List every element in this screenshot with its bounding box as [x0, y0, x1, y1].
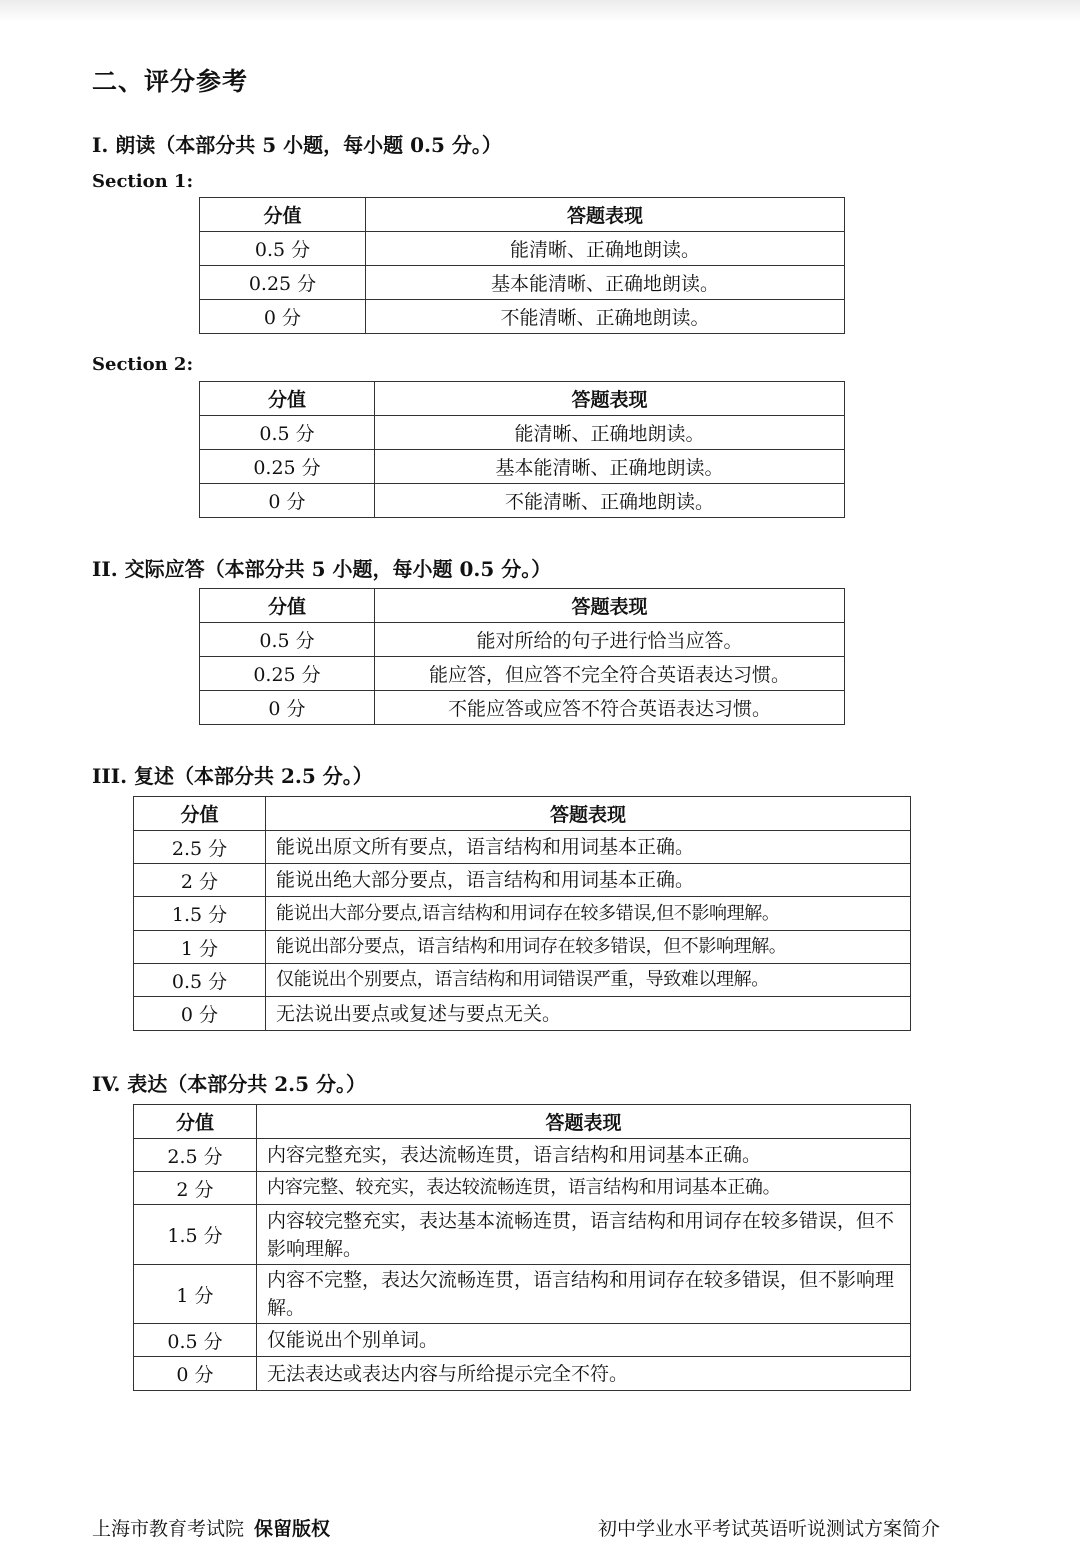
score-cell: 2 分	[134, 1172, 257, 1205]
desc-cell: 仅能说出个别要点，语言结构和用词错误严重，导致难以理解。	[266, 964, 911, 997]
desc-cell: 内容完整充实，表达流畅连贯，语言结构和用词基本正确。	[257, 1139, 911, 1172]
desc-header: 答题表现	[266, 797, 911, 831]
score-cell: 1.5 分	[134, 1205, 257, 1265]
desc-cell: 无法表达或表达内容与所给提示完全不符。	[257, 1357, 911, 1391]
desc-cell: 能应答，但应答不完全符合英语表达习惯。	[375, 657, 845, 691]
desc-cell: 基本能清晰、正确地朗读。	[366, 266, 845, 300]
desc-cell: 能说出原文所有要点，语言结构和用词基本正确。	[266, 831, 911, 864]
table-row	[200, 691, 845, 725]
score-cell: 1 分	[134, 931, 266, 964]
score-header: 分值	[134, 797, 266, 831]
table-row	[134, 1139, 911, 1172]
desc-cell: 能对所给的句子进行恰当应答。	[375, 623, 845, 657]
table-row	[134, 1205, 911, 1265]
footer-left	[92, 1514, 330, 1541]
table-row	[200, 623, 845, 657]
score-cell: 0.25 分	[200, 657, 375, 691]
section2-label: Section 2:	[92, 354, 194, 375]
part1-title: I. 朗读（本部分共 5 小题，每小题 0.5 分。）	[92, 133, 502, 157]
score-cell: 2 分	[134, 864, 266, 897]
score-header: 分值	[200, 589, 375, 623]
desc-cell: 内容完整、较充实，表达较流畅连贯，语言结构和用词基本正确。	[257, 1172, 911, 1205]
table-row	[200, 450, 845, 484]
desc-cell: 内容不完整，表达欠流畅连贯，语言结构和用词存在较多错误，但不影响理解。	[257, 1265, 911, 1324]
footer-org: 上海市教育考试院	[92, 1518, 245, 1540]
table-row	[134, 1265, 911, 1324]
desc-cell: 能说出部分要点，语言结构和用词存在较多错误，但不影响理解。	[266, 931, 911, 964]
score-cell: 1 分	[134, 1265, 257, 1324]
desc-cell: 能说出绝大部分要点，语言结构和用词基本正确。	[266, 864, 911, 897]
score-header: 分值	[134, 1105, 257, 1139]
score-header: 分值	[200, 382, 375, 416]
score-cell: 0.25 分	[200, 450, 375, 484]
desc-cell: 不能清晰、正确地朗读。	[366, 300, 845, 334]
score-cell: 0 分	[134, 1357, 257, 1391]
score-header: 分值	[200, 198, 366, 232]
score-cell: 0 分	[134, 997, 266, 1031]
table-row	[200, 416, 845, 450]
part2-table	[199, 588, 845, 725]
desc-cell: 能说出大部分要点,语言结构和用词存在较多错误,但不影响理解。	[266, 897, 911, 931]
desc-header: 答题表现	[257, 1105, 911, 1139]
score-cell: 0.5 分	[200, 623, 375, 657]
desc-cell: 不能清晰、正确地朗读。	[375, 484, 845, 518]
desc-cell: 不能应答或应答不符合英语表达习惯。	[375, 691, 845, 725]
part4-title: IV. 表达（本部分共 2.5 分。）	[92, 1072, 367, 1096]
desc-cell: 内容较完整充实，表达基本流畅连贯，语言结构和用词存在较多错误，但不影响理解。	[257, 1205, 911, 1265]
table-row	[134, 831, 911, 864]
score-cell: 0.5 分	[200, 232, 366, 266]
score-cell: 0.5 分	[200, 416, 375, 450]
score-cell: 0.5 分	[134, 964, 266, 997]
part4-table	[133, 1104, 911, 1391]
table-row	[134, 864, 911, 897]
desc-cell: 能清晰、正确地朗读。	[375, 416, 845, 450]
table-row	[200, 232, 845, 266]
table-row	[134, 1357, 911, 1391]
page-top-shadow	[0, 0, 1080, 22]
part3-title: III. 复述（本部分共 2.5 分。）	[92, 764, 373, 788]
table-row	[134, 964, 911, 997]
table-row	[134, 1172, 911, 1205]
section1-table	[199, 197, 845, 334]
table-row	[134, 1324, 911, 1357]
table-row	[200, 266, 845, 300]
desc-cell: 基本能清晰、正确地朗读。	[375, 450, 845, 484]
score-cell: 0 分	[200, 300, 366, 334]
footer-rights: 保留版权	[254, 1518, 331, 1540]
score-cell: 2.5 分	[134, 831, 266, 864]
table-row	[200, 657, 845, 691]
desc-header: 答题表现	[375, 589, 845, 623]
part2-title: II. 交际应答（本部分共 5 小题，每小题 0.5 分。）	[92, 557, 552, 581]
desc-cell: 无法说出要点或复述与要点无关。	[266, 997, 911, 1031]
table-row	[134, 897, 911, 931]
table-row	[134, 997, 911, 1031]
score-cell: 0 分	[200, 484, 375, 518]
desc-header: 答题表现	[366, 198, 845, 232]
desc-header: 答题表现	[375, 382, 845, 416]
score-cell: 0.5 分	[134, 1324, 257, 1357]
section1-label: Section 1:	[92, 171, 194, 192]
score-cell: 0 分	[200, 691, 375, 725]
table-row	[200, 484, 845, 518]
desc-cell: 仅能说出个别单词。	[257, 1324, 911, 1357]
page-heading: 二、评分参考	[92, 67, 249, 96]
part3-table	[133, 796, 911, 1031]
table-row	[200, 300, 845, 334]
desc-cell: 能清晰、正确地朗读。	[366, 232, 845, 266]
score-cell: 2.5 分	[134, 1139, 257, 1172]
table-row	[134, 931, 911, 964]
section2-table	[199, 381, 845, 518]
footer-doc-title: 初中学业水平考试英语听说测试方案简介	[597, 1518, 940, 1540]
score-cell: 0.25 分	[200, 266, 366, 300]
score-cell: 1.5 分	[134, 897, 266, 931]
